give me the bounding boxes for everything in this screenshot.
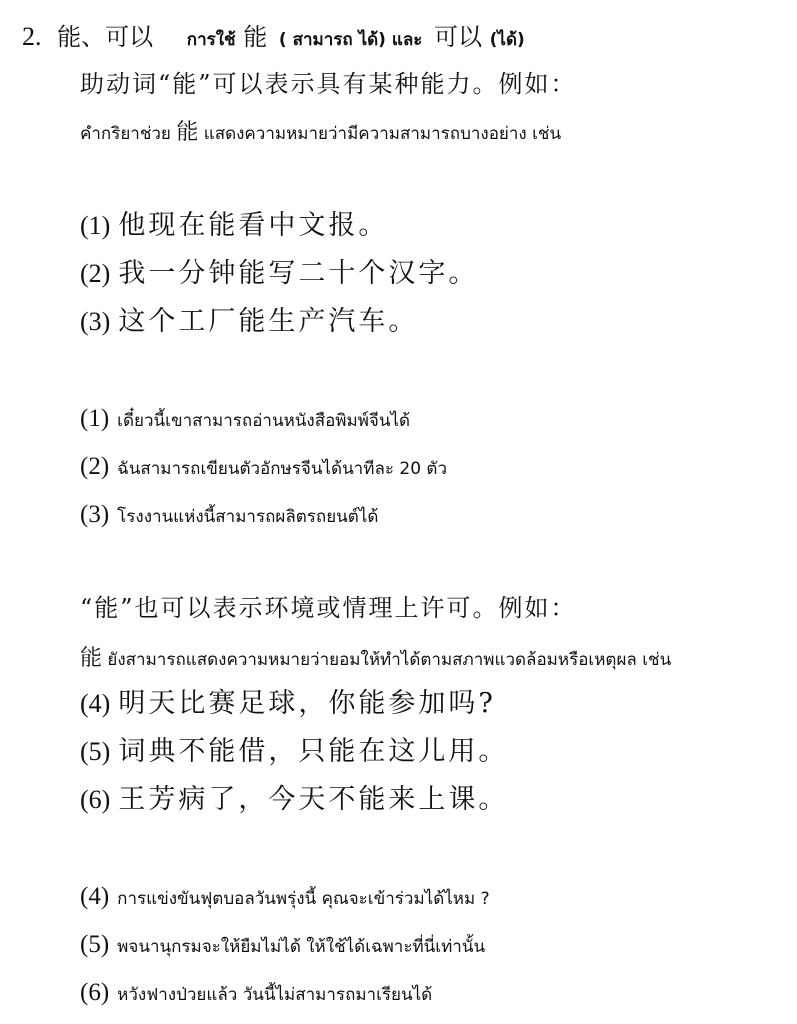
example-text: โรงงานแห่งนี้สามารถผลิตรถยนต์ได้ <box>117 507 379 527</box>
section2-intro-zh-neng: 能 <box>80 646 103 671</box>
example-zh-2 <box>80 260 478 287</box>
section1-intro-th <box>80 122 561 144</box>
example-text: 这个工厂能生产汽车。 <box>118 306 419 337</box>
example-text: พจนานุกรมจะให้ยืมไม่ได้ ให้ใช้ได้เฉพาะที่นี่เท่านั้น <box>117 937 486 957</box>
example-zh-4 <box>80 690 496 717</box>
example-zh-6 <box>80 786 508 813</box>
example-zh-5 <box>80 738 508 765</box>
example-th-3 <box>80 502 378 527</box>
heading-th-part3: (ได้) <box>489 30 525 50</box>
example-index: (2) <box>80 453 110 480</box>
example-index: (5) <box>80 931 110 958</box>
section2-intro-th-text: ยังสามารถแสดงความหมายว่ายอมให้ทำได้ตามสภาพแวดล้อมหรือเหตุผล เช่น <box>107 650 672 670</box>
example-index: (5) <box>80 737 111 766</box>
section1-intro-zh-neng: 能 <box>176 120 199 145</box>
example-index: (4) <box>80 689 111 718</box>
section1-intro-zh: 助动词“能”可以表示具有某种能力。例如： <box>80 70 577 98</box>
example-th-1 <box>80 406 410 431</box>
example-th-6 <box>80 980 432 1005</box>
example-text: 他现在能看中文报。 <box>118 210 389 241</box>
example-text: ฉันสามารถเขียนตัวอักษรจีนได้นาทีละ 20 ตัว <box>117 459 448 479</box>
heading-th-part2: ( สามารถ ได้) และ <box>278 30 423 50</box>
example-zh-3 <box>80 308 418 335</box>
example-th-4 <box>80 884 490 909</box>
example-index: (1) <box>80 405 110 432</box>
example-index: (6) <box>80 785 111 814</box>
section2-intro-th <box>80 648 671 670</box>
section1-intro-th-a: คำกริยาช่วย <box>80 124 171 144</box>
example-text: การแข่งขันฟุตบอลวันพรุ่งนี้ คุณจะเข้าร่วมได้ไหม ? <box>117 889 490 909</box>
example-index: (3) <box>80 307 111 336</box>
example-th-5 <box>80 932 485 957</box>
example-text: เดี๋ยวนี้เขาสามารถอ่านหนังสือพิมพ์จีนได้ <box>117 411 411 431</box>
example-index: (4) <box>80 883 110 910</box>
example-text: 我一分钟能写二十个汉字。 <box>118 258 479 289</box>
example-text: 王芳病了，今天不能来上课。 <box>118 784 509 815</box>
example-index: (2) <box>80 259 111 288</box>
example-th-2 <box>80 454 447 479</box>
section-heading <box>22 24 525 50</box>
section2-intro-zh: “能”也可以表示环境或情理上许可。例如： <box>80 594 577 622</box>
example-zh-1 <box>80 212 388 239</box>
heading-zh-keyi: 可以 <box>434 23 483 51</box>
heading-th-part1: การใช้ <box>186 30 236 50</box>
example-text: 明天比赛足球，你能参加吗? <box>118 688 496 719</box>
section-number: 2. <box>22 22 42 51</box>
example-index: (1) <box>80 211 111 240</box>
example-index: (6) <box>80 979 110 1006</box>
section1-intro-th-b: แสดงความหมายว่ามีความสามารถบางอย่าง เช่น <box>203 124 562 144</box>
example-text: 词典不能借，只能在这儿用。 <box>118 736 509 767</box>
heading-zh-neng: 能 <box>243 23 268 51</box>
example-index: (3) <box>80 501 110 528</box>
example-text: หวังฟางป่วยแล้ว วันนี้ไม่สามารถมาเรียนได้ <box>117 985 433 1005</box>
heading-zh-title: 能、可以 <box>57 23 154 51</box>
